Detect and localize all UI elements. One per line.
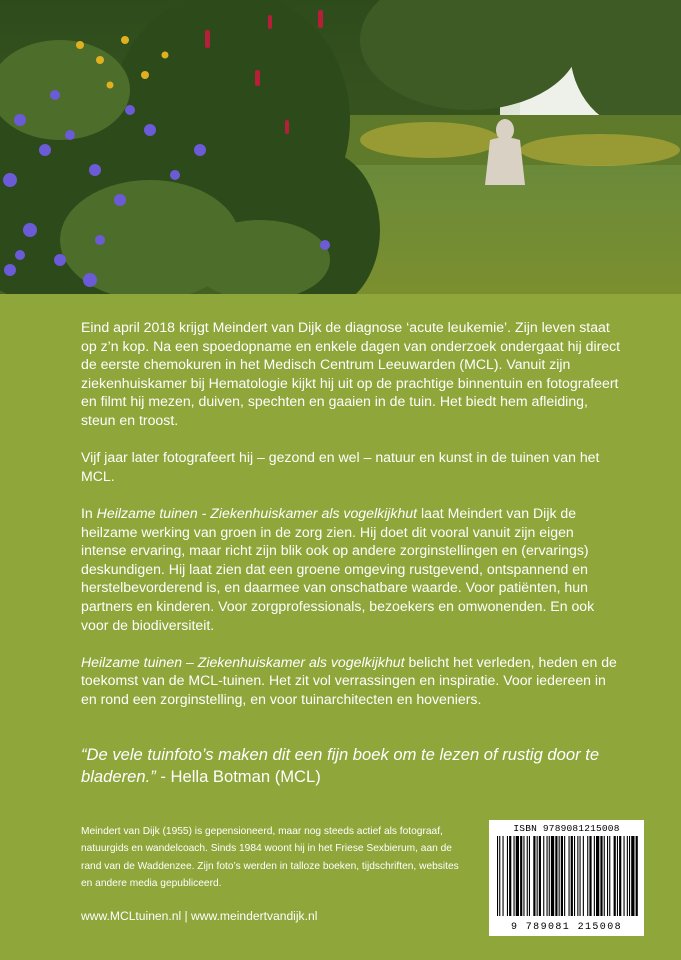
- barcode-bar: [569, 836, 570, 916]
- barcode-bar: [571, 836, 573, 916]
- barcode-bar: [551, 836, 554, 916]
- blurb: [81, 318, 621, 727]
- paragraph-prefix: In: [81, 504, 97, 521]
- website-links: www.MCLtuinen.nl | www.meindertvandijk.nl: [81, 909, 318, 923]
- book-title-italic: Heilzame tuinen - Ziekenhuiskamer als vogelkijkhut: [96, 504, 418, 521]
- barcode-bar: [607, 836, 608, 916]
- book-title-italic: Heilzame tuinen – Ziekenhuiskamer als vogelkijkhut: [81, 653, 405, 670]
- quote-text: “De vele tuinfoto’s maken dit een fijn boek om te lezen of rustig door te bladeren.”: [81, 745, 600, 786]
- barcode-bar: [617, 836, 618, 916]
- barcode-bar: [514, 836, 515, 916]
- isbn-label: ISBN 9789081215008: [513, 823, 620, 834]
- barcode-bar: [533, 836, 535, 916]
- barcode-bar: [539, 836, 541, 916]
- barcode-bar: [589, 836, 591, 916]
- barcode-bar: [604, 836, 605, 916]
- barcode-bar: [529, 836, 530, 916]
- barcode-bar: [596, 836, 599, 916]
- barcode-bar: [600, 836, 602, 916]
- paragraph-five-years: Vijf jaar later fotografeert hij – gezond en wel – natuur en kunst in de tuinen van het MCL.: [81, 449, 600, 484]
- paragraph-book-summary: [81, 653, 621, 709]
- barcode-bar: [561, 836, 563, 916]
- barcode-bar: [520, 836, 522, 916]
- barcode-bar: [587, 836, 588, 916]
- isbn-barcode: [489, 820, 644, 936]
- barcode-digits: 9 789081 215008: [510, 922, 622, 933]
- barcode-bar: [509, 836, 511, 916]
- barcode-bar: [629, 836, 630, 916]
- barcode-bar: [523, 836, 524, 916]
- barcode-bar: [564, 836, 565, 916]
- barcode-bar: [543, 836, 544, 916]
- barcode-bar: [527, 836, 528, 916]
- barcode-bar: [503, 836, 504, 916]
- review-quote: [81, 744, 641, 788]
- barcode-bar: [627, 836, 628, 916]
- barcode-bar: [631, 836, 634, 916]
- paragraph-text: belicht het verleden, heden en de toekomst van de MCL-tuinen. Het zit vol verrassingen en inspiratie. Voor iedereen in en rond een zorginstelling, en voor tuinarchitecten en hoveniers.: [81, 653, 617, 707]
- barcode-bar: [619, 836, 621, 916]
- garden-photo-icon: [0, 0, 681, 294]
- barcode-bar: [574, 836, 575, 916]
- barcode-bar: [497, 836, 498, 916]
- barcode-icon: [495, 836, 638, 916]
- barcode-bar: [577, 836, 578, 916]
- paragraph-intro: Eind april 2018 krijgt Meindert van Dijk de diagnose ‘acute leukemie’. Zijn leven staat op z’n kop. Na een spoedopname en enkele dagen van onderzoek ondergaat hij direct de eerste chemokuren in het Medisch Centrum Leeuwarden (MCL). Vanuit zijn ziekenhuiskamer bij Hematologie kijkt hij uit op de prachtige binnentuin en fotografeert en filmt hij mezen, duiven, spechten en gaaien in de tuin. Het biedt hem afleiding, steun en troost.: [81, 319, 621, 428]
- barcode-bar: [549, 836, 550, 916]
- barcode-bar: [594, 836, 595, 916]
- barcode-bar: [555, 836, 557, 916]
- quote-attribution: - Hella Botman (MCL): [155, 767, 321, 786]
- barcode-bar: [580, 836, 581, 916]
- barcode-bar: [583, 836, 584, 916]
- barcode-bar: [624, 836, 625, 916]
- barcode-bar: [507, 836, 508, 916]
- barcode-bar: [537, 836, 538, 916]
- barcode-bar: [636, 836, 638, 916]
- barcode-bar: [547, 836, 548, 916]
- barcode-bar: [559, 836, 560, 916]
- barcode-bar: [499, 836, 500, 916]
- paragraph-text: laat Meindert van Dijk de heilzame werking van groen in de zorg zien. Hij doet dit vooral vanuit zijn eigen intense ervaring, maar richt zijn blik ook op andere zorginstellingen en (ervarings) deskundigen. Hij laat zien dat een groene omgeving rustgevend, ontspannend en herstelbevorderend is, en daarmee van onschatbare waarde. Voor patiënten, hun partners en kinderen. Voor zorgprofessionals, bezoekers en omwonenden. En ook voor de biodiversiteit.: [81, 504, 595, 633]
- cover-photo: [0, 0, 681, 294]
- barcode-bar: [609, 836, 610, 916]
- barcode-bar: [614, 836, 616, 916]
- paragraph-book-description: [81, 504, 621, 634]
- author-bio: Meindert van Dijk (1955) is gepensioneerd, maar nog steeds actief als fotograaf, natuurgids en wandelcoach. Sinds 1984 woont hij in het Friese Sexbierum, aan de rand van de Waddenzee. Zijn foto’s werden in talloze boeken, tijdschriften, websites en andere media gepubliceerd.: [81, 826, 459, 890]
- barcode-bar: [516, 836, 519, 916]
